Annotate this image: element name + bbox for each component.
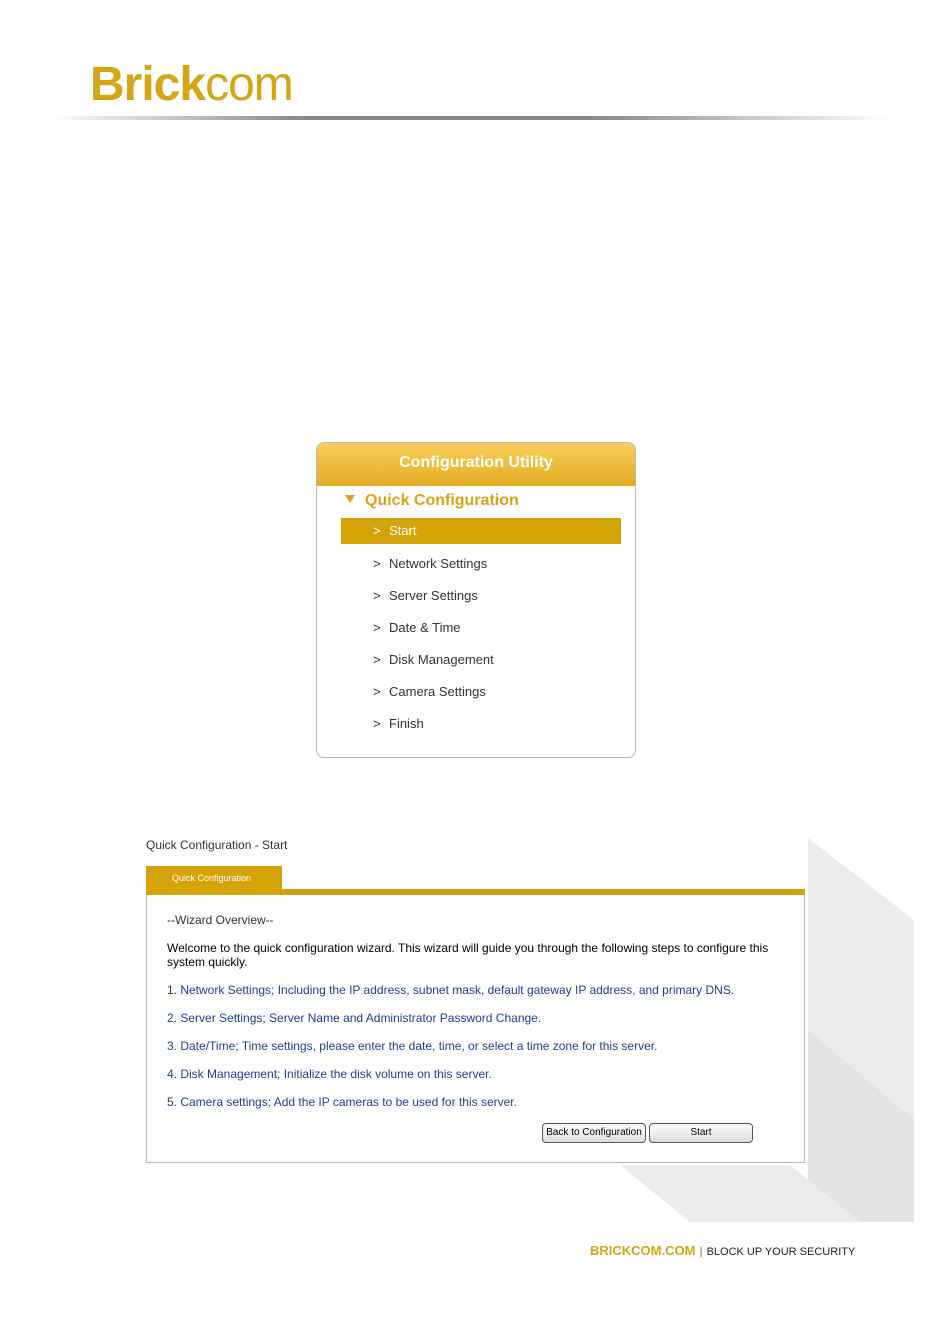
menu-header-title: Configuration Utility [317,443,635,486]
menu-item-server-settings[interactable] [317,582,635,614]
chevron-right-icon: > [373,652,381,667]
chevron-right-icon: > [373,684,381,699]
step-network-settings: 1. Network Settings; Including the IP address, subnet mask, default gateway IP address, and primary DNS. [167,983,735,997]
welcome-text: Welcome to the quick configuration wizard. This wizard will guide you through the following steps to configure this system quickly. [167,941,769,969]
menu-item-date-time[interactable] [317,614,635,646]
configuration-utility-panel [316,442,636,758]
menu-item-camera-settings[interactable] [317,678,635,710]
start-button[interactable]: Start [649,1123,753,1143]
section-label: Quick Configuration [365,492,519,509]
chevron-right-icon: > [373,588,381,603]
footer-separator: | [699,1244,703,1258]
chevron-right-icon: > [373,523,381,538]
step-date-time: 3. Date/Time; Time settings, please enter the date, time, or select a time zone for this server. [167,1039,658,1053]
logo-com-text: com [205,58,293,111]
menu-item-network-settings[interactable] [317,550,635,582]
quick-config-page-title: Quick Configuration - Start [146,838,288,852]
logo-brick-text: Brick [90,58,206,111]
menu-item-label: Server Settings [389,588,478,603]
chevron-right-icon: > [373,620,381,635]
chevron-right-icon: > [373,556,381,571]
footer [590,1243,855,1258]
chevron-right-icon: > [373,716,381,731]
tab-quick-configuration[interactable]: Quick Configuration [146,866,282,890]
wizard-overview-heading: --Wizard Overview-- [167,913,274,927]
quick-configuration-section[interactable] [317,486,635,518]
back-to-configuration-button[interactable]: Back to Configuration [542,1123,646,1143]
menu-list [317,518,635,742]
footer-tagline: BLOCK UP YOUR SECURITY [706,1246,856,1258]
step-disk-management: 4. Disk Management; Initialize the disk volume on this server. [167,1067,492,1081]
menu-item-label: Network Settings [389,556,488,571]
menu-item-label: Date & Time [389,620,461,635]
menu-item-label: Finish [389,716,424,731]
triangle-down-icon [345,495,355,503]
menu-item-label: Camera Settings [389,684,486,699]
step-server-settings: 2. Server Settings; Server Name and Administrator Password Change. [167,1011,542,1025]
menu-item-start[interactable] [341,518,621,544]
wizard-overview-box [146,895,805,1163]
menu-item-finish[interactable] [317,710,635,742]
menu-item-label: Start [389,523,417,538]
menu-item-disk-management[interactable] [317,646,635,678]
step-camera-settings: 5. Camera settings; Add the IP cameras to be used for this server. [167,1095,517,1109]
menu-item-label: Disk Management [389,652,494,667]
footer-brand-link[interactable]: BRICKCOM.COM [590,1243,696,1258]
